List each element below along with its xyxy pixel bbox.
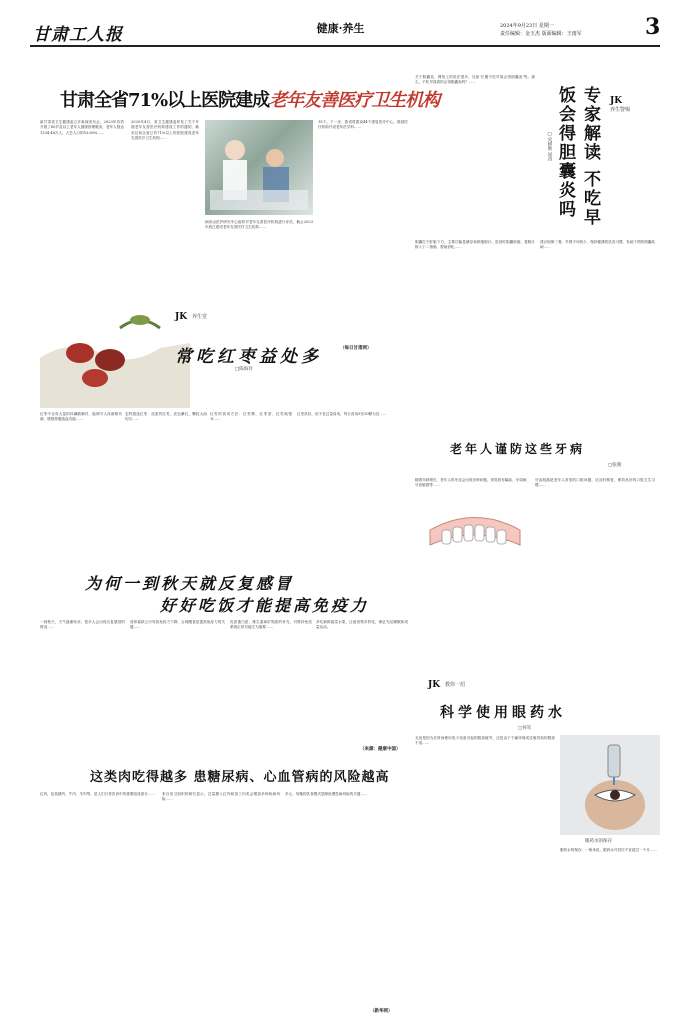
- masthead-logo: 甘肃工人报: [33, 25, 123, 45]
- article5-col1: 随着年龄增长，老年人的牙齿会出现各种问题，常见的有龋齿、牙周病、牙齿敏感等……: [415, 478, 530, 488]
- article6-col1: 红肉，包括猪肉、牛肉、羊肉等，是人们日常饮食中的重要组成部分……: [40, 792, 155, 796]
- teeth-illustration: [420, 500, 530, 575]
- article2-title: 专家解读 不吃早饭会得胆囊炎吗: [555, 86, 600, 227]
- article3-col4: 红枣虽好，但不宜过量食用，每日食用5至10颗为宜……: [297, 412, 387, 416]
- headline-immunity-line1: 为何一到秋天就反复感冒: [85, 574, 295, 593]
- article4-col4: 多吃新鲜蔬菜水果，注意食物多样化，保证充足睡眠和适量运动。: [316, 620, 408, 630]
- article1-source: （每日甘肃网）: [340, 346, 372, 351]
- headline-highlight: 老年友善医疗卫生机构: [269, 90, 440, 111]
- article1-col3: 病房由医护研究中心组织对老年友善医疗机构进行评估，截止2023年底已建成老年友善医疗卫生机构……: [205, 220, 313, 230]
- headline-red-meat: 这类肉吃得越多 患糖尿病、心血管病的风险越高: [90, 770, 390, 785]
- article7-byline: □何军: [518, 726, 532, 731]
- article3-title: 常吃红枣益处多: [175, 347, 322, 367]
- article7-col1: 无论是因为长时间使用电子设备引起的眼部疲劳，还是由于干燥环境或过敏导致的眼部不适……: [415, 736, 555, 746]
- page-number: 3: [645, 14, 661, 40]
- article6-col3: 多元、均衡的饮食模式是降低慢性病风险的关键……: [285, 792, 368, 796]
- article5-byline: □张燕: [608, 463, 622, 468]
- article6-col2: 来自世卫组织的研究显示，过量摄入红肉和加工肉类会增加多种疾病风险……: [162, 792, 280, 802]
- jk1-label: 养生警惕: [610, 107, 631, 113]
- article4-source: （来源：健康中国）: [360, 747, 401, 752]
- jk3-label: 教你一招: [445, 682, 466, 688]
- article3-byline: □陈海玲: [235, 367, 253, 372]
- jk2-tag: JK: [175, 312, 188, 322]
- article5-col2: 牙齿脱落是老年人常见的口腔问题，应及时修复，保持良好的口腔卫生习惯……: [535, 478, 655, 488]
- hospital-photo-art: [205, 120, 313, 215]
- article4-col1: 一到秋天，天气逐渐转凉，很多人会出现反复感冒的情况……: [40, 620, 125, 630]
- headline-prefix: 甘肃全省71%以上医院建成: [60, 90, 270, 111]
- teeth-art: [420, 500, 530, 575]
- column-jk1-header: [610, 88, 650, 138]
- article7-title: 科学使用眼药水: [440, 705, 566, 721]
- article7-col2: 眼药水的保存：一般来说，眼药水开封后不宜超过一个月……: [560, 848, 658, 852]
- eyedrop-caption: 眼药水的保存: [585, 839, 612, 844]
- red-dates-art: [40, 298, 190, 408]
- article3-col3: 红枣的食用方法：红枣粥、红枣茶、红枣炖银耳……: [210, 412, 292, 422]
- section-title: 健康·养生: [316, 22, 365, 35]
- article4-col3: 优质蛋白质、维生素和矿物质的补充，对维持免疫系统正常功能尤为重要……: [230, 620, 312, 630]
- headline-hospitals: [60, 86, 439, 112]
- hospital-photo: [205, 120, 313, 215]
- article4-col2: 营养素缺乏可导致免疫力下降，合理膳食是提高免疫力的关键……: [130, 620, 225, 630]
- article3-col2: 怎样挑选红枣：优质的红枣，皮色紫红，颗粒大而均匀……: [125, 412, 207, 422]
- article2-col2: 胆囊位于肝脏下方，主要功能是储存和浓缩胆汁。进食时胆囊收缩，将胆汁排入十二指肠，帮助消化……: [415, 240, 535, 250]
- article6-source: （新华网）: [370, 1009, 393, 1014]
- article1-col4: 15个。下一步，我省将建设44个康复医疗中心，鼓励医疗机构开设老年医学科……: [318, 120, 408, 130]
- article1-col1: 新甘肃省卫生健康委召开新闻发布会，2023年有效开展了60岁及以上老年人健康管理服务，老年人数达1334.48万人，占总人口的53.69%……: [40, 120, 124, 135]
- jk1-tag: JK: [610, 96, 623, 106]
- editor-credit: 责任编辑：金玉杰 版面编辑：王雨军: [500, 31, 582, 37]
- article2-byline: □史树勋 屈涛: [547, 132, 552, 161]
- article3-col1: 红枣中含有大量的环磷酸腺苷，能调节人体新陈代谢，增强骨髓造血功能……: [40, 412, 122, 422]
- headline-immunity-line2: 好好吃饭才能提高免疫力: [160, 596, 370, 615]
- article1-col2: 2020年4月，省卫生健康委印发了关于开展老年友善医疗机构建设工作的通知，截至目前全省已有71%以上的医院建成老年友善医疗卫生机构……: [131, 120, 199, 141]
- jk2-label: 养生堂: [192, 314, 208, 320]
- jk3-tag: JK: [428, 680, 441, 690]
- article2-col1: 关于胆囊炎，网络上的说法很多，比如'长期不吃早饭会得胆囊炎'等。那么，不吃早饭真的会得胆囊炎吗？……: [415, 75, 535, 85]
- eyedrop-photo: [560, 735, 660, 835]
- headline-dental: 老年人谨防这些牙病: [450, 442, 586, 456]
- article2-col3: 建议规律三餐，早餐不可缺少，保持健康的饮食习惯，有助于预防胆囊疾病……: [540, 240, 655, 250]
- eyedrop-art: [560, 735, 660, 835]
- red-dates-image: [40, 298, 190, 408]
- masthead-rule: [30, 45, 660, 47]
- issue-date: 2024年9月23日 星期一: [500, 23, 554, 29]
